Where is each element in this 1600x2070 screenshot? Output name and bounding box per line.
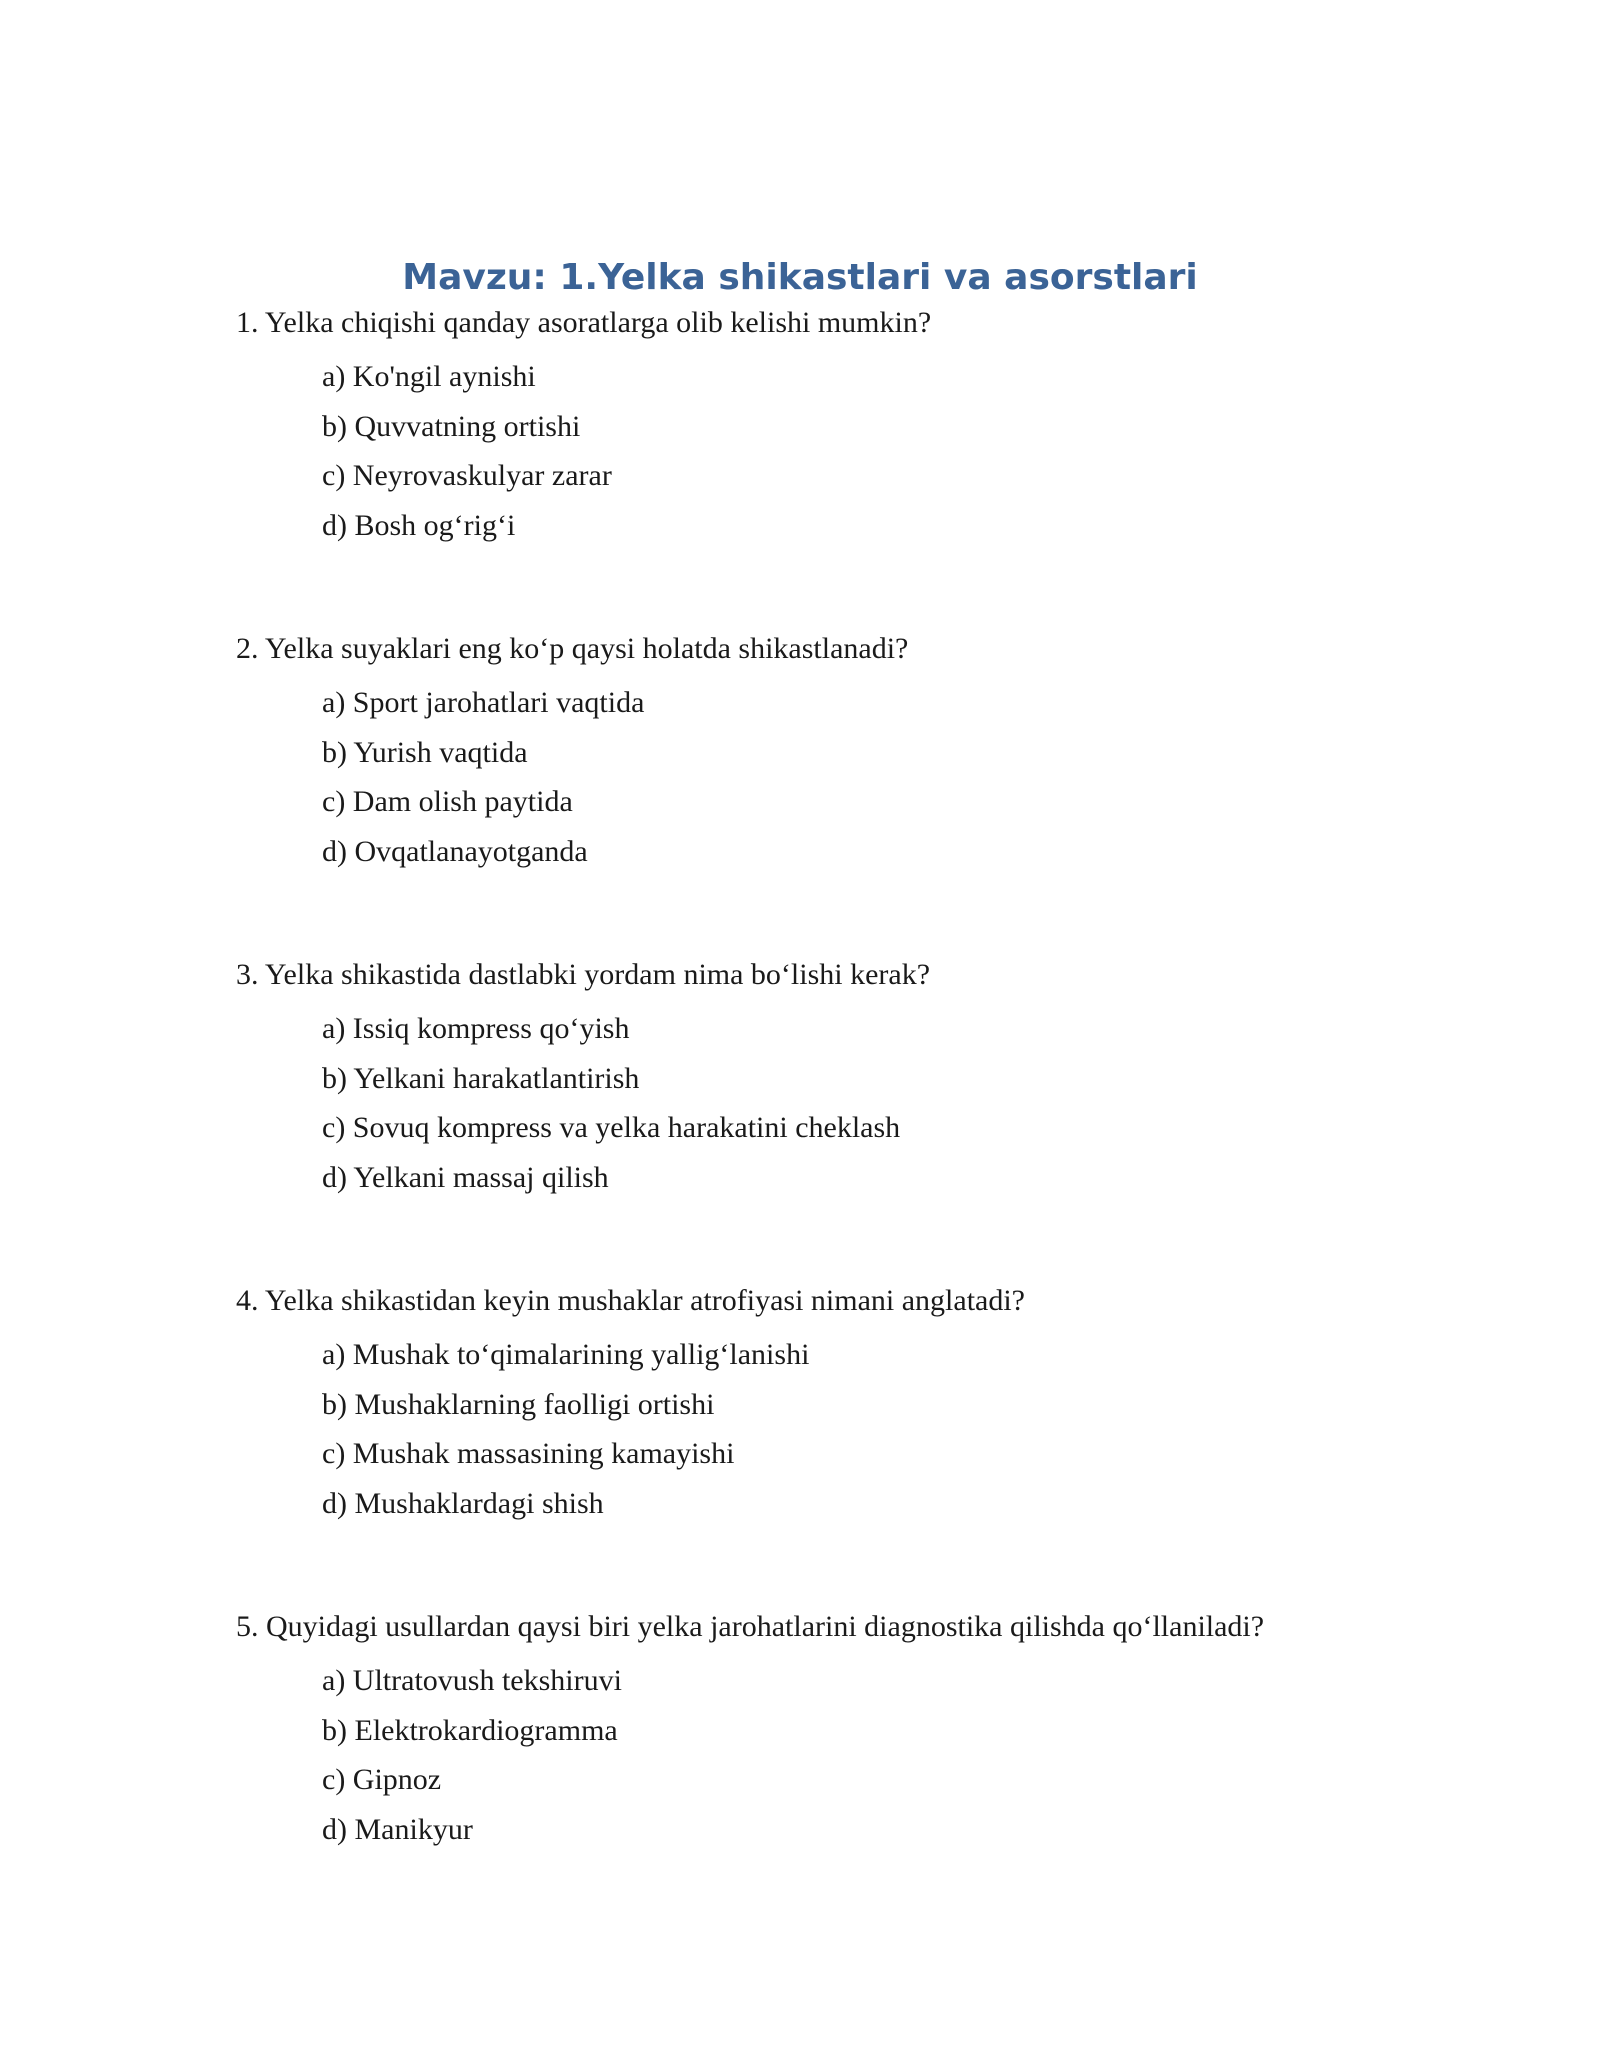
answer-option: a) Issiq kompress qo‘yish (322, 1012, 630, 1045)
answer-option: d) Yelkani massaj qilish (322, 1160, 609, 1194)
answer-option: c) Mushak massasining kamayishi (322, 1437, 735, 1470)
answer-option: b) Yelkani harakatlantirish (322, 1061, 640, 1095)
answer-list (236, 1661, 1436, 1859)
answer-option: d) Mushaklardagi shish (322, 1486, 604, 1520)
answer-list (236, 357, 1436, 555)
answer-option: c) Gipnoz (322, 1763, 442, 1796)
question-text: 3. Yelka shikastida dastlabki yordam nima bo‘lishi kerak? (236, 958, 931, 991)
answer-option: a) Ko'ngil aynishi (322, 360, 536, 393)
question-list (236, 303, 1436, 1933)
question-1 (236, 303, 1436, 555)
answer-option: b) Elektrokardiogramma (322, 1713, 618, 1747)
question-text: 4. Yelka shikastidan keyin mushaklar atrofiyasi nimani anglatadi? (236, 1284, 1025, 1317)
answer-list (236, 683, 1436, 881)
answer-option: b) Quvvatning ortishi (322, 409, 581, 443)
answer-option: d) Bosh og‘rig‘i (322, 508, 516, 542)
question-text: 2. Yelka suyaklari eng ko‘p qaysi holatda shikastlanadi? (236, 632, 909, 665)
answer-option: a) Sport jarohatlari vaqtida (322, 686, 645, 719)
answer-option: c) Dam olish paytida (322, 785, 573, 818)
question-5 (236, 1607, 1436, 1859)
answer-option: a) Mushak to‘qimalarining yallig‘lanishi (322, 1338, 810, 1371)
answer-option: c) Sovuq kompress va yelka harakatini cheklash (322, 1111, 901, 1144)
question-4 (236, 1281, 1436, 1533)
question-2 (236, 629, 1436, 881)
answer-list (236, 1009, 1436, 1207)
answer-list (236, 1335, 1436, 1533)
document-title: Mavzu: 1.Yelka shikastlari va asorstlari (402, 257, 1198, 298)
answer-option: d) Manikyur (322, 1812, 473, 1846)
answer-option: c) Neyrovaskulyar zarar (322, 459, 612, 492)
question-text: 5. Quyidagi usullardan qaysi biri yelka jarohatlarini diagnostika qilishda qo‘llaniladi? (236, 1610, 1265, 1643)
answer-option: a) Ultratovush tekshiruvi (322, 1664, 622, 1697)
answer-option: b) Mushaklarning faolligi ortishi (322, 1387, 715, 1421)
question-3 (236, 955, 1436, 1207)
answer-option: d) Ovqatlanayotganda (322, 834, 588, 868)
question-text: 1. Yelka chiqishi qanday asoratlarga olib kelishi mumkin? (236, 306, 932, 339)
answer-option: b) Yurish vaqtida (322, 735, 528, 769)
